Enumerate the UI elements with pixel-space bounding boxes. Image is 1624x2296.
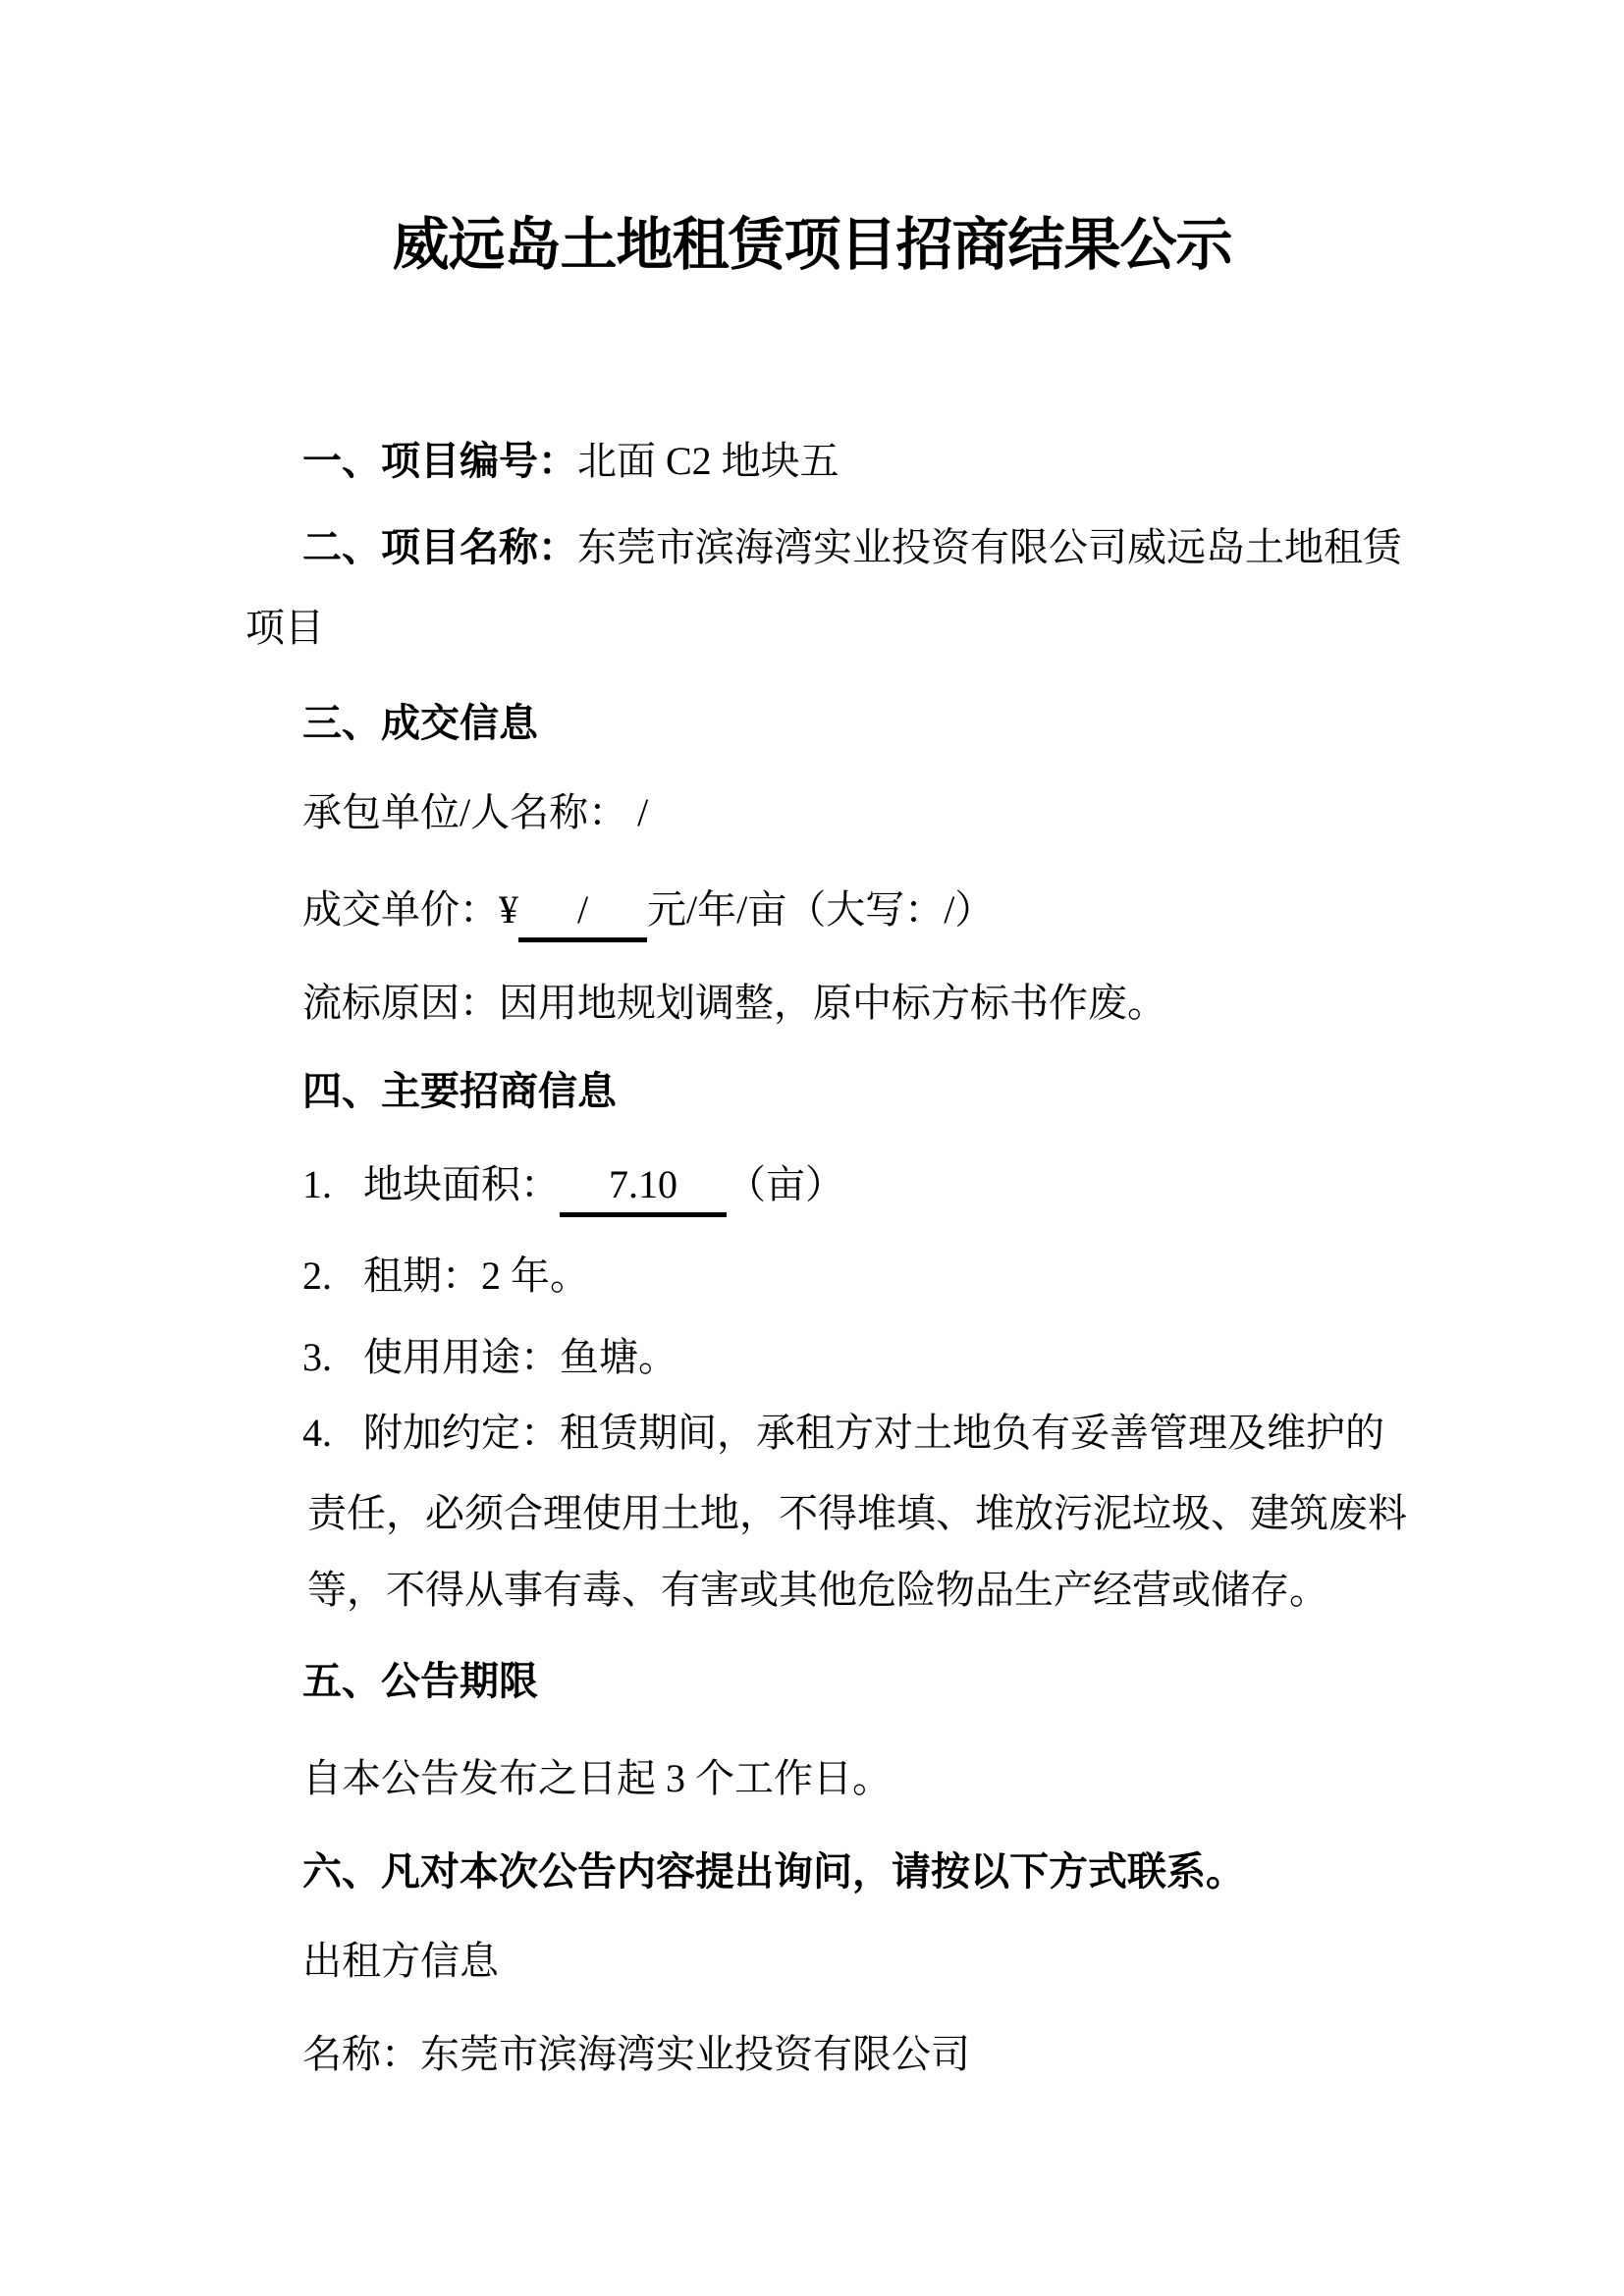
item3-number: 3. xyxy=(302,1335,332,1379)
item4-continuation-1: 责任，必须合理使用土地，不得堆填、堆放污泥垃圾、建筑废料 xyxy=(307,1491,1407,1535)
item4-number: 4. xyxy=(302,1411,332,1455)
section3-heading: 三、成交信息 xyxy=(302,701,538,745)
section2-continuation: 项目 xyxy=(245,606,324,650)
contractor-line: 承包单位/人名称： / xyxy=(302,790,649,834)
section5-heading: 五、公告期限 xyxy=(302,1659,538,1703)
item1-unit: （亩） xyxy=(727,1162,844,1206)
document-title: 威远岛土地租赁项目招商结果公示 xyxy=(392,213,1232,277)
lessor-name-line: 名称：东莞市滨海湾实业投资有限公司 xyxy=(302,2032,970,2076)
section2-value: 东莞市滨海湾实业投资有限公司威远岛土地租赁 xyxy=(577,525,1402,569)
section1-line xyxy=(302,434,839,489)
area-blank-underline: 7.10 xyxy=(560,1163,727,1217)
list-item-usage xyxy=(302,1330,677,1385)
section2-label: 二、项目名称： xyxy=(302,525,577,569)
item3-text: 使用用途：鱼塘。 xyxy=(363,1335,677,1379)
item4-continuation-2: 等，不得从事有毒、有害或其他危险物品生产经营或储存。 xyxy=(307,1568,1328,1612)
list-item-terms xyxy=(302,1406,1384,1461)
price-prefix: 成交单价：¥ xyxy=(302,887,518,932)
lessor-info-label: 出租方信息 xyxy=(302,1939,499,1983)
notice-period-line: 自本公告发布之日起 3 个工作日。 xyxy=(302,1756,892,1800)
price-blank-underline: / xyxy=(518,888,647,942)
section1-label: 一、项目编号： xyxy=(302,439,577,483)
item1-label: 地块面积： xyxy=(363,1162,560,1206)
section2-line xyxy=(302,520,1402,575)
list-item-area xyxy=(302,1157,844,1217)
list-item-term xyxy=(302,1249,589,1304)
section6-heading: 六、凡对本次公告内容提出询问，请按以下方式联系。 xyxy=(302,1849,1245,1894)
section1-value: 北面 C2 地块五 xyxy=(577,439,839,483)
item2-number: 2. xyxy=(302,1254,332,1298)
price-suffix: 元/年/亩（大写：/） xyxy=(647,887,995,932)
item1-number: 1. xyxy=(302,1162,332,1206)
section4-heading: 四、主要招商信息 xyxy=(302,1069,617,1113)
price-line xyxy=(302,882,994,942)
fail-reason-line: 流标原因：因用地规划调整，原中标方标书作废。 xyxy=(302,981,1166,1025)
item2-text: 租期：2 年。 xyxy=(363,1254,589,1298)
item4-text: 附加约定：租赁期间，承租方对土地负有妥善管理及维护的 xyxy=(363,1411,1384,1455)
